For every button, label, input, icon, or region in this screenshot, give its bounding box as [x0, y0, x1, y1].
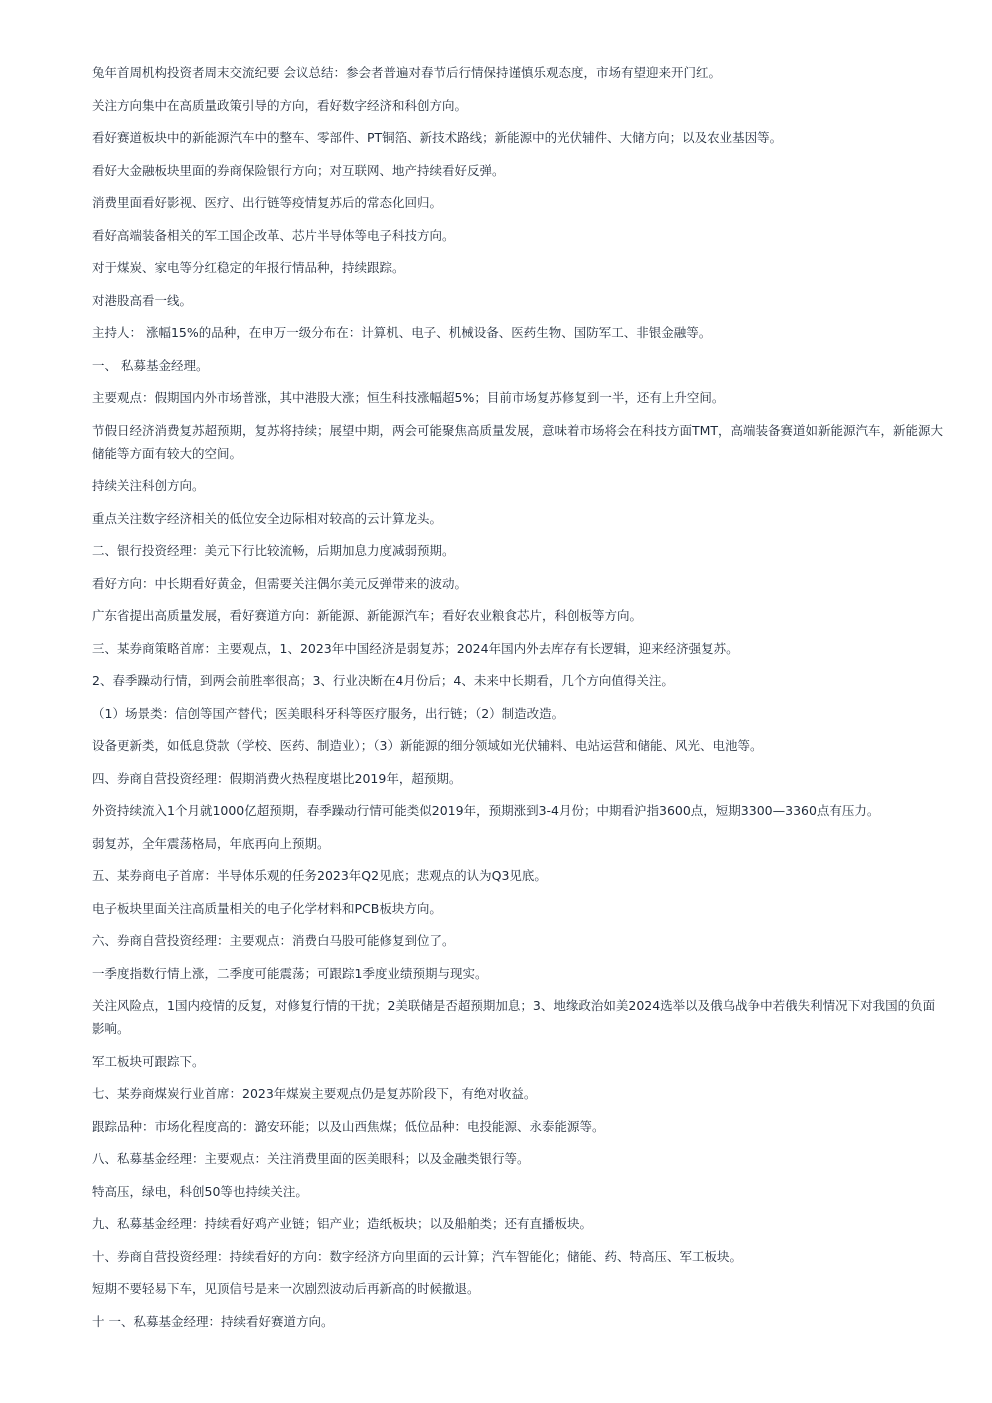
paragraph-cloud-computing: 重点关注数字经济相关的低位安全边际相对较高的云计算龙头。	[92, 510, 443, 526]
paragraph-weak-recovery: 弱复苏，全年震荡格局，年底再向上预期。	[92, 835, 330, 851]
document-body	[92, 61, 947, 1342]
paragraph-spring-rally: 2、春季躁动行情，到两会前胜率很高；3、行业决断在4月份后；4、未来中长期看，几个方向值得关注。	[92, 673, 674, 688]
paragraph-high-end-equipment: 看好高端装备相关的军工国企改革、芯片半导体等电子科技方向。	[92, 227, 455, 243]
section-heading-8: 八、私募基金经理：主要观点：关注消费里面的医美眼科；以及金融类银行等。	[92, 1151, 530, 1166]
paragraph-dividend: 对于煤炭、家电等分红稳定的年报行情品种，持续跟踪。	[92, 260, 405, 275]
section-heading-9: 九、私募基金经理：持续看好鸡产业链；铝产业；造纸板块；以及船舶类；还有直播板块。	[92, 1216, 593, 1231]
paragraph-holiday-economy: 节假日经济消费复苏超预期，复苏将持续；展望中期，两会可能聚焦高质量发展，意味着市场将会在科技方面TMT，高端装备赛道如新能源汽车，新能源大储能等方面有较大的空间。	[92, 422, 944, 461]
paragraph-scenarios: （1）场景类：信创等国产替代；医美眼科牙科等医疗服务，出行链；（2）制造改造。	[92, 705, 565, 721]
section-heading-1: 一、 私募基金经理。	[92, 357, 209, 373]
paragraph-main-view-1: 主要观点：假期国内外市场普涨，其中港股大涨；恒生科技涨幅超5%；目前市场复苏修复到一半，还有上升空间。	[92, 390, 725, 405]
section-heading-7: 七、某券商煤炭行业首席：2023年煤炭主要观点仍是复苏阶段下，有绝对收益。	[92, 1086, 537, 1101]
paragraph-q1-index: 一季度指数行情上涨，二季度可能震荡；可跟踪1季度业绩预期与现实。	[92, 965, 488, 981]
section-heading-3: 三、某券商策略首席：主要观点，1、2023年中国经济是弱复苏；2024年国内外去库存有长逻辑，迎来经济强复苏。	[92, 640, 739, 656]
paragraph-equipment-update: 设备更新类，如低息贷款（学校、医药、制造业）；（3）新能源的细分领域如光伏辅料、电站运营和储能、风光、电池等。	[92, 738, 763, 753]
paragraph-track-sector: 看好赛道板块中的新能源汽车中的整车、零部件、PT铜箔、新技术路线；新能源中的光伏辅件、大储方向；以及农业基因等。	[92, 130, 783, 145]
paragraph-coal-stocks: 跟踪品种：市场化程度高的：潞安环能；以及山西焦煤；低位品种：电投能源、永泰能源等。	[92, 1118, 605, 1134]
paragraph-foreign-capital: 外资持续流入1个月就1000亿超预期，春季躁动行情可能类似2019年，预期涨到3-4月份；中期看沪指3600点，短期3300—3360点有压力。	[92, 803, 880, 818]
paragraph-guangdong: 广东省提出高质量发展，看好赛道方向：新能源、新能源汽车；看好农业粮食芯片，科创板等方向。	[92, 608, 643, 623]
paragraph-host: 主持人： 涨幅15%的品种，在申万一级分布在：计算机、电子、机械设备、医药生物、国防军工、非银金融等。	[92, 325, 712, 340]
paragraph-short-term: 短期不要轻易下车，见顶信号是来一次剧烈波动后再新高的时候撤退。	[92, 1281, 480, 1296]
section-heading-6: 六、券商自营投资经理：主要观点：消费白马股可能修复到位了。	[92, 933, 455, 948]
paragraph-risk-points: 关注风险点，1国内疫情的反复，对修复行情的干扰；2美联储是否超预期加息；3、地缘政治如美2024选举以及俄乌战争中若俄失利情况下对我国的负面影响。	[92, 998, 936, 1036]
section-heading-11: 十 一、私募基金经理：持续看好赛道方向。	[92, 1313, 334, 1329]
paragraph-hk-stocks: 对港股高看一线。	[92, 292, 193, 308]
section-heading-4: 四、券商自营投资经理：假期消费火热程度堪比2019年，超预期。	[92, 770, 462, 786]
section-heading-2: 二、银行投资经理：美元下行比较流畅，后期加息力度减弱预期。	[92, 543, 455, 558]
paragraph-gold: 看好方向：中长期看好黄金，但需要关注偶尔美元反弹带来的波动。	[92, 575, 468, 591]
paragraph-tech-focus: 持续关注科创方向。	[92, 478, 205, 493]
section-heading-5: 五、某券商电子首席：半导体乐观的任务2023年Q2见底；悲观点的认为Q3见底。	[92, 868, 547, 883]
section-heading-10: 十、券商自营投资经理：持续看好的方向：数字经济方向里面的云计算；汽车智能化；储能、药、特高压、军工板块。	[92, 1248, 743, 1264]
paragraph-finance-sector: 看好大金融板块里面的券商保险银行方向；对互联网、地产持续看好反弹。	[92, 162, 505, 178]
paragraph-meeting-summary: 兔年首周机构投资者周末交流纪要 会议总结：参会者普遍对春节后行情保持谨慎乐观态度，市场有望迎来开门红。	[92, 65, 721, 80]
paragraph-consumption: 消费里面看好影视、医疗、出行链等疫情复苏后的常态化回归。	[92, 195, 443, 210]
paragraph-uhv: 特高压，绿电，科创50等也持续关注。	[92, 1183, 308, 1199]
paragraph-focus-direction: 关注方向集中在高质量政策引导的方向，看好数字经济和科创方向。	[92, 97, 468, 113]
paragraph-military: 军工板块可跟踪下。	[92, 1053, 205, 1069]
paragraph-electronics: 电子板块里面关注高质量相关的电子化学材料和PCB板块方向。	[92, 900, 442, 916]
